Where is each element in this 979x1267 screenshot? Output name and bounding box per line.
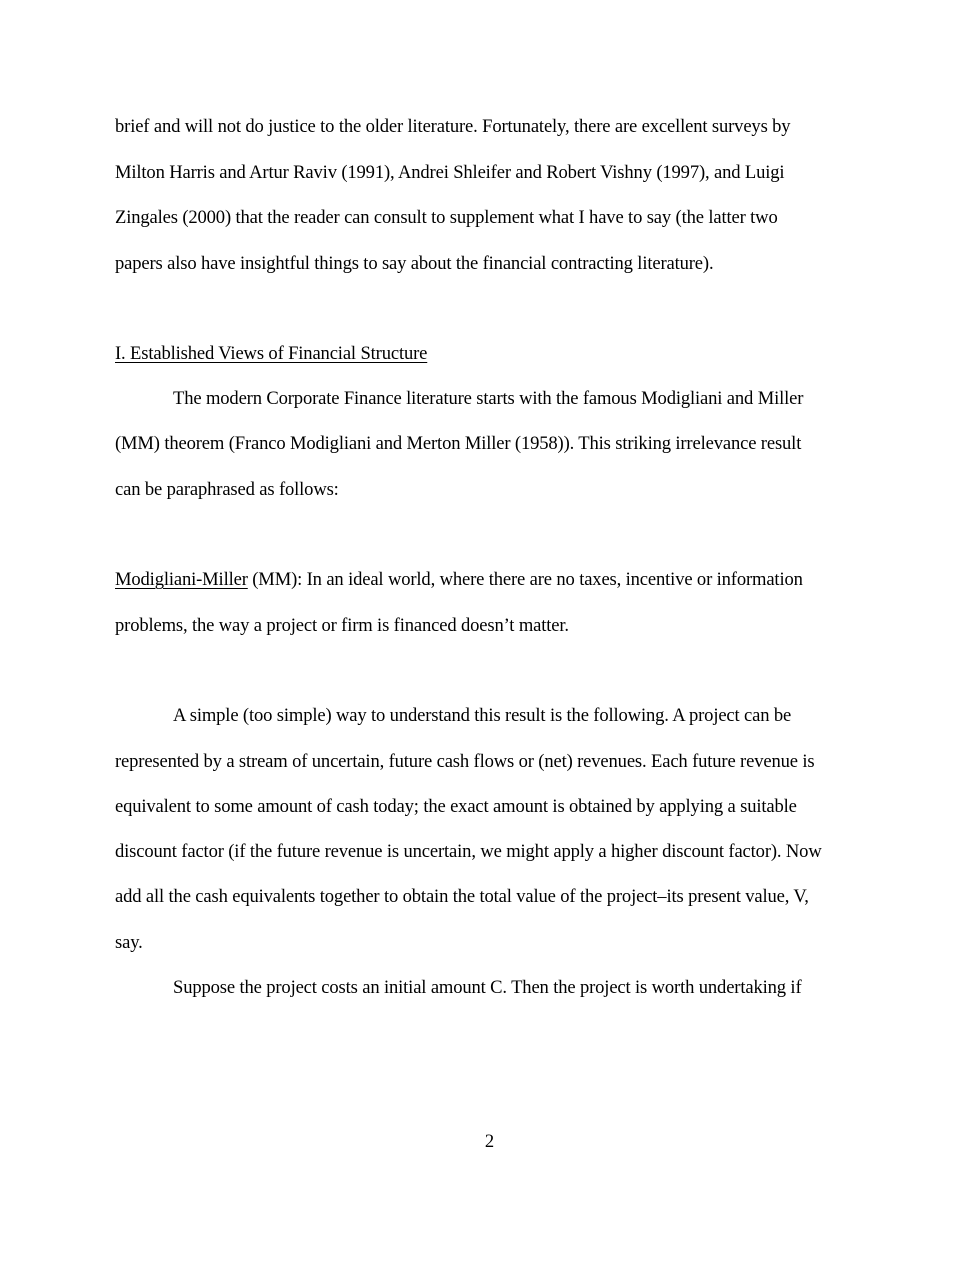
paragraph-line: equivalent to some amount of cash today; the exact amount is obtained by applying a suitable xyxy=(115,796,797,817)
paragraph-line: A simple (too simple) way to understand this result is the following. A project can be xyxy=(173,705,792,726)
paragraph-line: Zingales (2000) that the reader can consult to supplement what I have to say (the latter two xyxy=(115,207,778,228)
paragraph-line: (MM) theorem (Franco Modigliani and Merton Miller (1958)). This striking irrelevance result xyxy=(115,433,802,454)
page-number: 2 xyxy=(484,1131,495,1152)
paragraph-line: brief and will not do justice to the older literature. Fortunately, there are excellent surveys by xyxy=(115,116,791,137)
paragraph-line: say. xyxy=(115,932,143,953)
paragraph-line: can be paraphrased as follows: xyxy=(115,479,339,500)
paragraph-line: Suppose the project costs an initial amount C. Then the project is worth undertaking if xyxy=(173,977,802,998)
mm-statement-line: problems, the way a project or firm is financed doesn’t matter. xyxy=(115,615,569,636)
paragraph-line: Milton Harris and Artur Raviv (1991), Andrei Shleifer and Robert Vishny (1997), and Luigi xyxy=(115,162,785,183)
paragraph-line: The modern Corporate Finance literature starts with the famous Modigliani and Miller xyxy=(173,388,804,409)
section-heading: I. Established Views of Financial Structure xyxy=(115,343,428,364)
paragraph-line: discount factor (if the future revenue is uncertain, we might apply a higher discount factor). Now xyxy=(115,841,822,862)
mm-statement-text: (MM): In an ideal world, where there are no taxes, incentive or information xyxy=(247,569,803,590)
paragraph-line: add all the cash equivalents together to obtain the total value of the project–its present value, V, xyxy=(115,886,809,907)
paragraph-line: papers also have insightful things to say about the financial contracting literature). xyxy=(115,253,714,274)
paragraph-line: represented by a stream of uncertain, future cash flows or (net) revenues. Each future revenue is xyxy=(115,751,815,772)
mm-statement-line xyxy=(115,569,803,591)
mm-term: Modigliani-Miller xyxy=(115,569,248,590)
